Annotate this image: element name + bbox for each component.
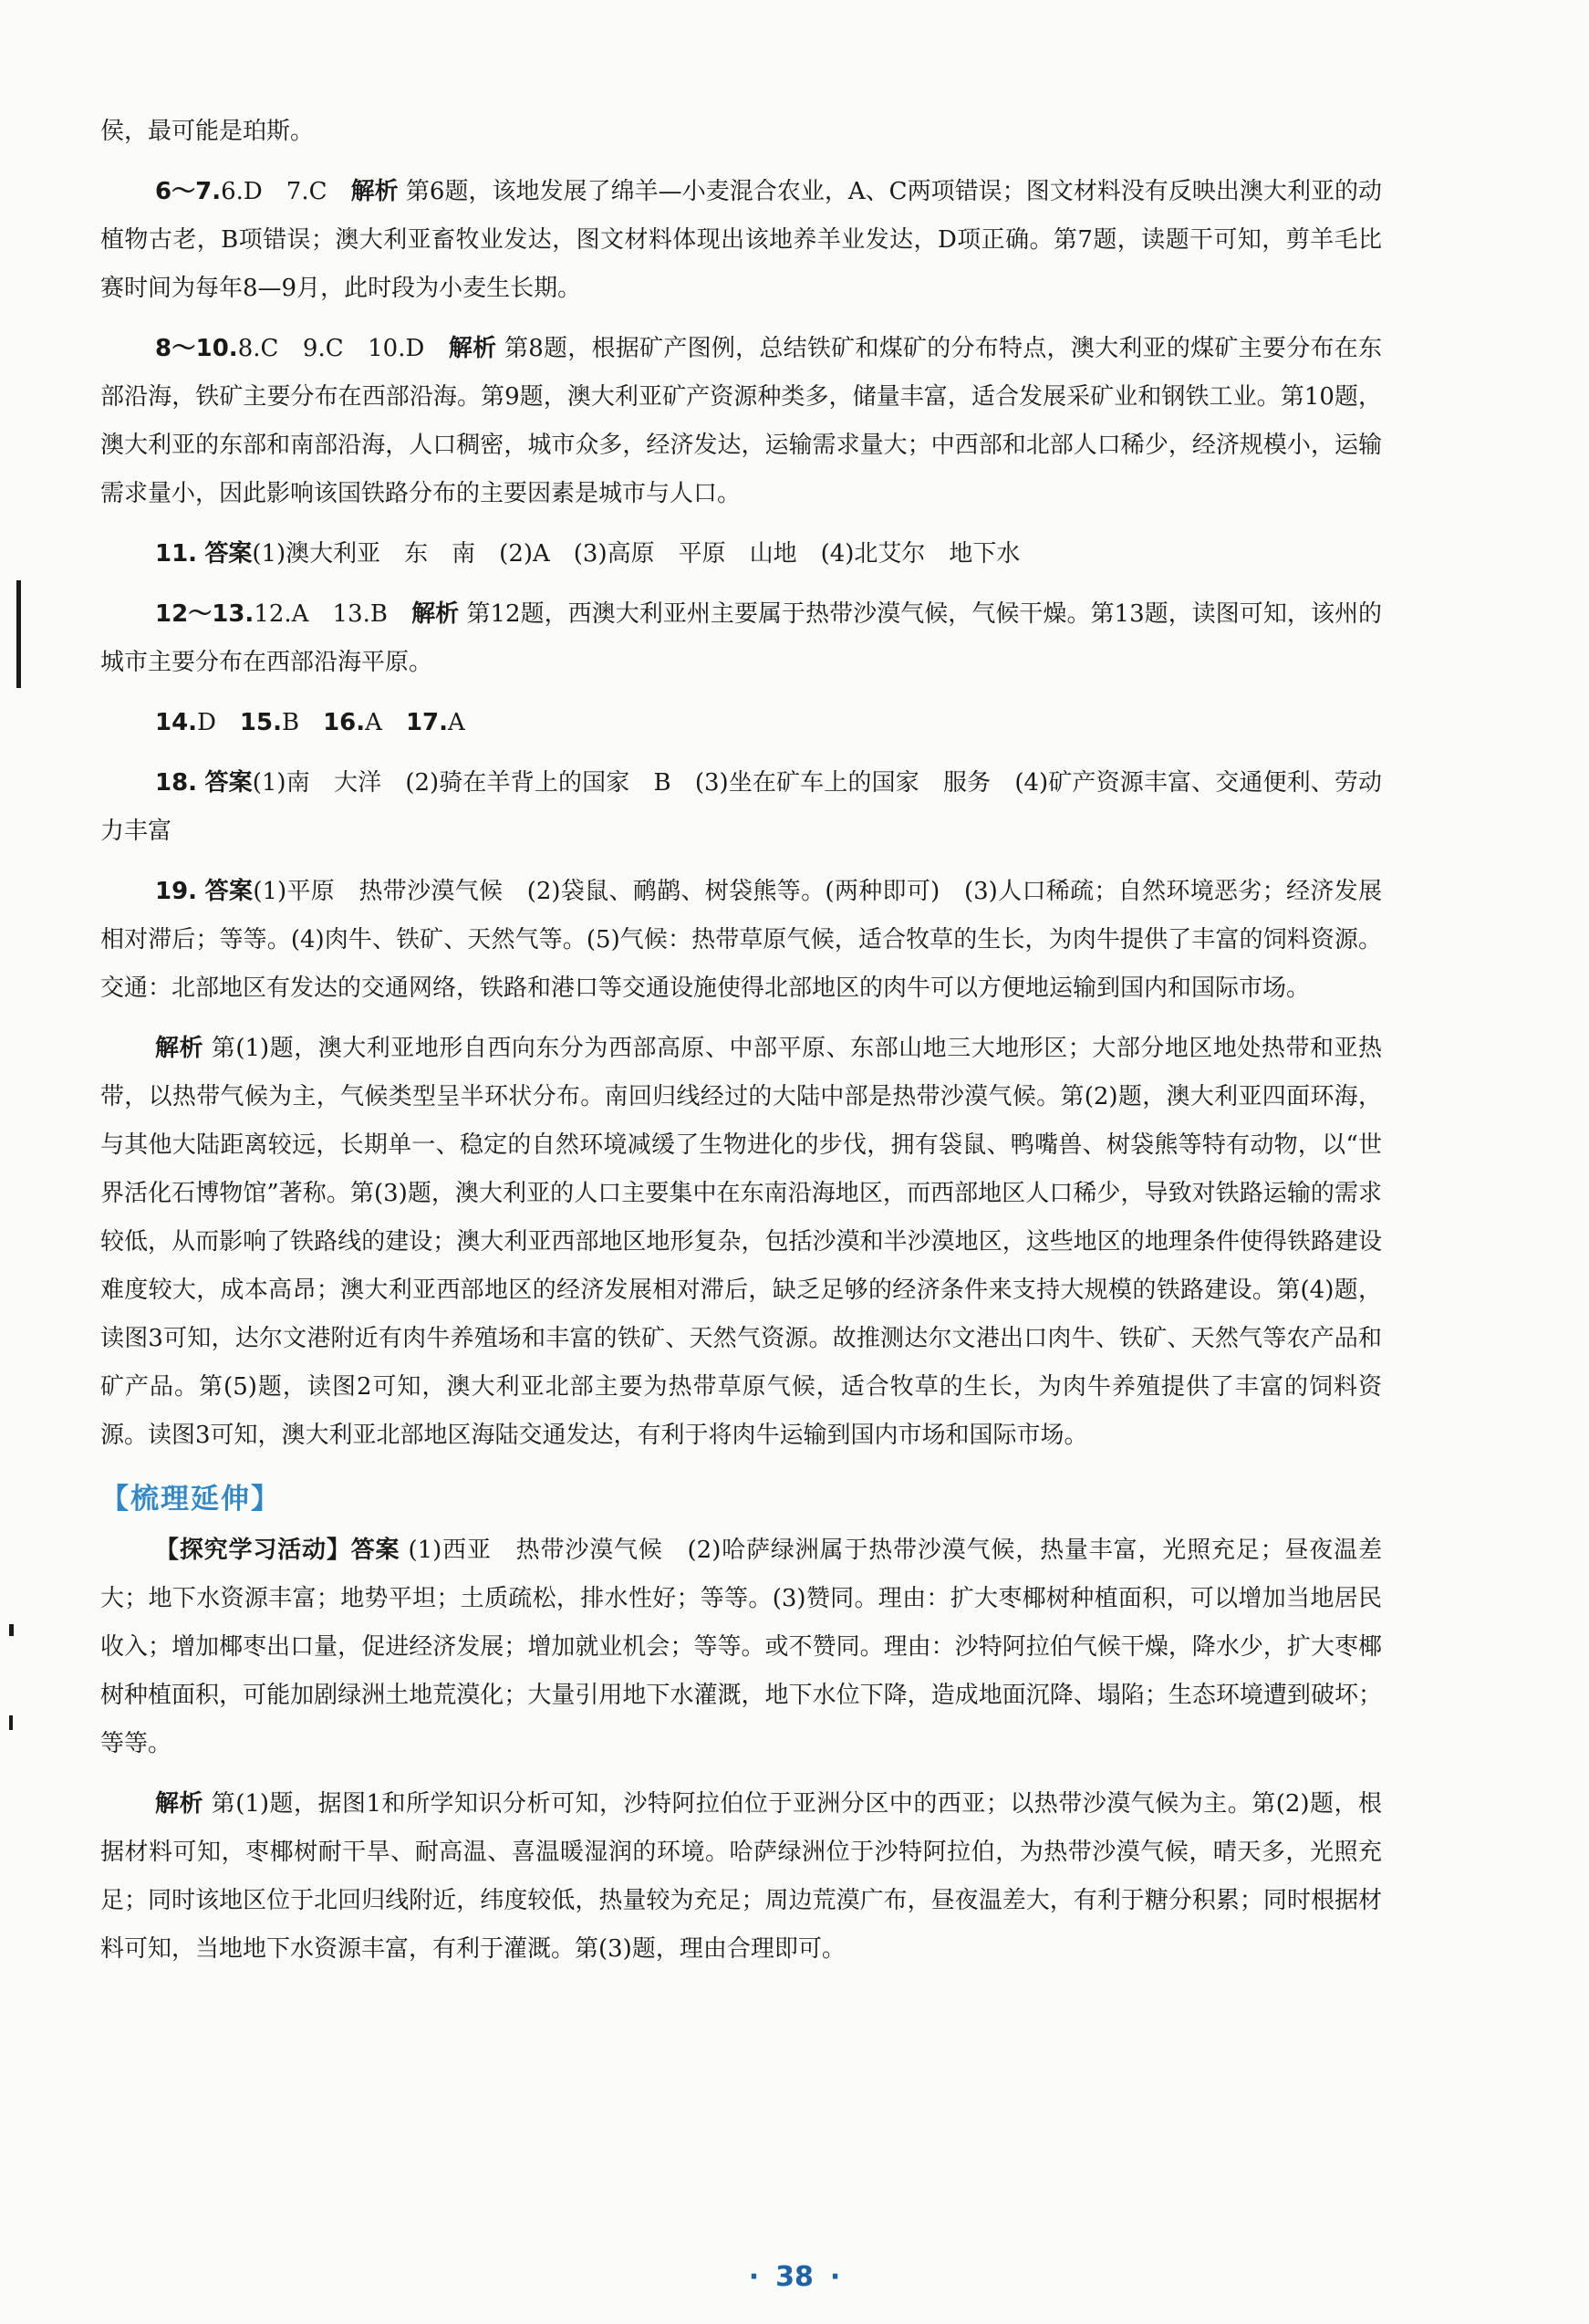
answer-text: (1)澳大利亚 东 南 (2)A (3)高原 平原 山地 (4)北艾尔 地下水 — [252, 540, 1021, 568]
answer-item-12-13 — [100, 590, 1382, 687]
analysis-tag: 解析 — [448, 335, 497, 362]
scan-mark-dot-2 — [9, 1715, 13, 1730]
question-number: 8～10. — [155, 335, 238, 362]
analysis-text: 第6题，该地发展了绵羊—小麦混合农业，A、C两项错误；图文材料没有反映出澳大利亚的动植物古老，B项错误；澳大利亚畜牧业发达，图文材料体现出该地养羊业发达，D项正确。第7题，读题干可知，剪羊毛比赛时间为每年8—9月，此时段为小麦生长期。 — [100, 178, 1383, 302]
question-number: 18. — [155, 769, 198, 797]
answer-item-18 — [100, 759, 1382, 856]
answer-tag: 答案 — [204, 769, 253, 797]
answer-item-19 — [100, 868, 1382, 1013]
answer-text: (1)西亚 热带沙漠气候 (2)哈萨绿洲属于热带沙漠气候，热量丰富，光照充足；昼夜温差大；地下水资源丰富；地势平坦；土质疏松，排水性好；等等。(3)赞同。理由：扩大枣椰树种植面积，可以增加当地居民收入；增加椰枣出口量，促进经济发展；增加就业机会；等等。或不赞同。理由：沙特阿拉伯气候干燥，降水少，扩大枣椰树种植面积，可能加剧绿洲土地荒漠化；大量引用地下水灌溉，地下水位下降，造成地面沉降、塌陷；生态环境遭到破坏；等等。 — [100, 1537, 1382, 1757]
answer-choice: B — [281, 709, 324, 736]
analysis-inquiry-activity — [100, 1780, 1382, 1974]
analysis-text: 第(1)题，据图1和所学知识分析可知，沙特阿拉伯位于亚洲分区中的西亚；以热带沙漠气候为主。第(2)题，根据材料可知，枣椰树耐干旱、耐高温、喜温暖湿润的环境。哈萨绿洲位于沙特阿拉伯，为热带沙漠气候，晴天多，光照充足；同时该地区位于北回归线附近，纬度较低，热量较为充足；周边荒漠广布，昼夜温差大，有利于糖分积累；同时根据材料可知，当地地下水资源丰富，有利于灌溉。第(3)题，理由合理即可。 — [100, 1790, 1382, 1963]
answer-inquiry-activity — [100, 1527, 1382, 1768]
analysis-tag: 解析 — [411, 600, 460, 628]
activity-label: 【探究学习活动】 — [155, 1537, 351, 1564]
analysis-item-19 — [100, 1025, 1382, 1460]
answer-choice: A — [365, 709, 406, 736]
footer-dot-left: · — [748, 2261, 760, 2293]
answer-item-11 — [100, 530, 1382, 578]
answer-tag: 答案 — [350, 1537, 400, 1564]
answer-choices: 8.C 9.C 10.D — [237, 335, 449, 362]
answer-tag: 答案 — [204, 878, 254, 905]
question-number: 15. — [239, 709, 282, 736]
answer-choice: A — [448, 709, 465, 736]
analysis-text: 第12题，西澳大利亚州主要属于热带沙漠气候，气候干燥。第13题，读图可知，该州的城市主要分布在西部沿海平原。 — [100, 600, 1382, 676]
section-heading: 【梳理延伸】 — [100, 1483, 281, 1516]
question-number: 19. — [155, 878, 198, 905]
answer-choices: 6.D 7.C — [221, 178, 351, 205]
question-number: 14. — [155, 709, 198, 736]
page-footer — [0, 2261, 1589, 2293]
scan-mark-dot-1 — [9, 1624, 14, 1636]
answer-tag: 答案 — [204, 540, 253, 568]
answer-content — [100, 108, 1382, 1985]
page-number: 38 — [775, 2261, 814, 2293]
answer-item-8-10 — [100, 325, 1382, 518]
analysis-tag: 解析 — [350, 178, 399, 205]
question-number: 17. — [405, 709, 448, 736]
analysis-tag: 解析 — [155, 1790, 203, 1818]
analysis-text: 第(1)题，澳大利亚地形自西向东分为西部高原、中部平原、东部山地三大地形区；大部分地区地处热带和亚热带，以热带气候为主，气候类型呈半环状分布。南回归线经过的大陆中部是热带沙漠气候。第(2)题，澳大利亚四面环海，与其他大陆距离较远，长期单一、稳定的自然环境减缓了生物进化的步伐，拥有袋鼠、鸭嘴兽、树袋熊等特有动物，以“世界活化石博物馆”著称。第(3)题，澳大利亚的人口主要集中在东南沿海地区，而西部地区人口稀少，导致对铁路运输的需求较低，从而影响了铁路线的建设；澳大利亚西部地区地形复杂，包括沙漠和半沙漠地区，这些地区的地理条件使得铁路建设难度较大，成本高昂；澳大利亚西部地区的经济发展相对滞后，缺乏足够的经济条件来支持大规模的铁路建设。第(4)题，读图3可知，达尔文港附近有肉牛养殖场和丰富的铁矿、天然气资源。故推测达尔文港出口肉牛、铁矿、天然气等农产品和矿产品。第(5)题，读图2可知，澳大利亚北部主要为热带草原气候，适合牧草的生长，为肉牛养殖提供了丰富的饲料资源。读图3可知，澳大利亚北部地区海陆交通发达，有利于将肉牛运输到国内市场和国际市场。 — [100, 1035, 1382, 1449]
answer-choice: D — [197, 709, 240, 736]
answer-text: (1)平原 热带沙漠气候 (2)袋鼠、鸸鹋、树袋熊等。(两种即可) (3)人口稀疏；自然环境恶劣；经济发展相对滞后；等等。(4)肉牛、铁矿、天然气等。(5)气候：热带草原气候，适合牧草的生长，为肉牛提供了丰富的饲料资源。交通：北部地区有发达的交通网络，铁路和港口等交通设施使得北部地区的肉牛可以方便地运输到国内和国际市场。 — [100, 878, 1382, 1002]
footer-dot-right: · — [829, 2261, 841, 2293]
question-number: 6～7. — [155, 178, 222, 205]
answer-item-6-7 — [100, 168, 1382, 313]
question-number: 11. — [155, 540, 198, 568]
question-number: 16. — [323, 709, 366, 736]
answer-item-14-17 — [100, 699, 1382, 747]
answer-paragraph-0 — [100, 108, 1382, 156]
analysis-tag: 解析 — [155, 1035, 204, 1062]
answer-choices: 12.A 13.B — [254, 600, 412, 628]
scan-mark-left-bar — [16, 580, 21, 688]
answer-text: 侯，最可能是珀斯。 — [100, 118, 315, 145]
answer-text: (1)南 大洋 (2)骑在羊背上的国家 B (3)坐在矿车上的国家 服务 (4)矿产资源丰富、交通便利、劳动力丰富 — [100, 769, 1382, 845]
question-number: 12～13. — [155, 600, 254, 628]
analysis-text: 第8题，根据矿产图例，总结铁矿和煤矿的分布特点，澳大利亚的煤矿主要分布在东部沿海，铁矿主要分布在西部沿海。第9题，澳大利亚矿产资源种类多，储量丰富，适合发展采矿业和钢铁工业。第10题，澳大利亚的东部和南部沿海，人口稠密，城市众多，经济发达，运输需求量大；中西部和北部人口稀少，经济规模小，运输需求量小，因此影响该国铁路分布的主要因素是城市与人口。 — [100, 335, 1382, 507]
